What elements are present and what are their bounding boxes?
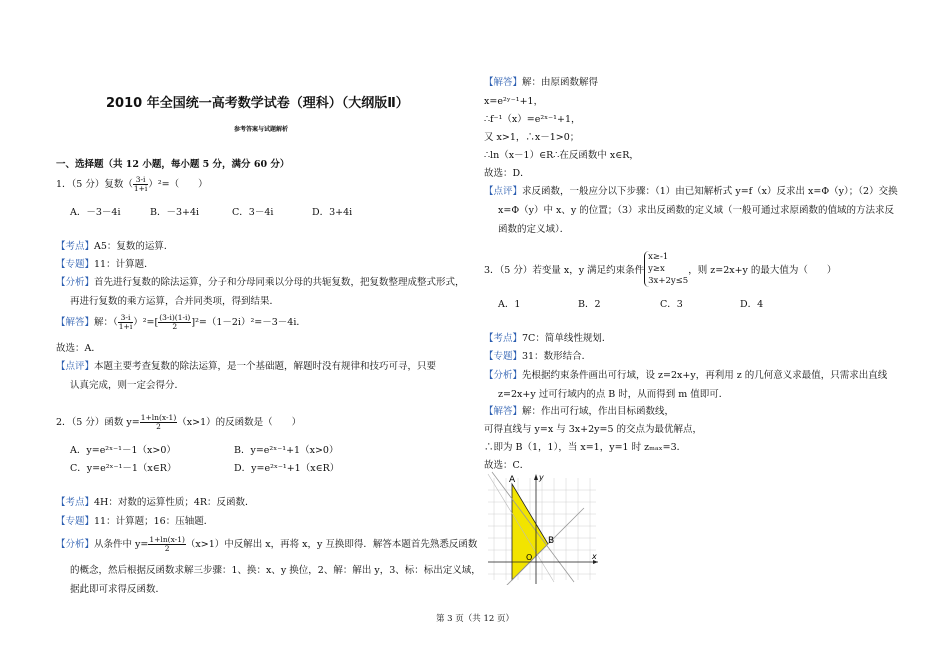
q1-dianping-line2: 认真完成，则一定会得分．: [70, 380, 185, 391]
q1-fraction: $\frac{3-i}{1+i}$: [133, 175, 148, 193]
q3-option-a: A．1: [498, 299, 521, 310]
label-y: y: [539, 473, 544, 482]
q3-fenxi-line2: z=2x+y 过可行域内的点 B 时，从而得到 m 值即可．: [498, 389, 729, 400]
q2-dianping-line2: x=Φ（y）中 x、y 的位置；（3）求出反函数的定义域（一般可通过求原函数的值域的方法求反: [498, 205, 895, 216]
q2-option-a: A．y=e²ˣ⁻¹－1（x>0）: [70, 445, 176, 456]
q3-jieda: 【解答】解：作出可行域，作出目标函数线，: [484, 406, 675, 417]
q3-zhuanti: 【专题】31：数形结合．: [484, 351, 592, 362]
doc-subtitle: 参考答案与试题解析: [234, 126, 289, 133]
q3-option-c: C．3: [660, 299, 683, 310]
q1-option-a: A．－3－4i: [70, 207, 121, 218]
q2-fenxi-line3: 据此即可求得反函数．: [70, 584, 166, 595]
q2-zhuanti: 【专题】11：计算题；16：压轴题．: [56, 516, 214, 527]
q2-jieda: 【解答】解：由原函数解得: [484, 77, 599, 88]
q3-fenxi: 【分析】先根据约束条件画出可行域，设 z=2x+y，再利用 z 的几何意义求最值，只需求出直线: [484, 370, 888, 381]
label-b: B: [548, 536, 555, 546]
doc-title: 2010 年全国统一高考数学试卷（理科）（大纲版Ⅱ）: [106, 96, 409, 111]
q1-fenxi-line2: 再进行复数的乘方运算，合并同类项，得到结果．: [70, 296, 280, 307]
q2-jieda-line5: ∴ln（x－1）∈R∴在反函数中 x∈R，: [484, 150, 639, 161]
label-x: x: [592, 552, 597, 561]
q3-option-b: B．2: [578, 299, 601, 310]
q1-option-d: D．3+4i: [312, 207, 353, 218]
q2-answer: 故选：D．: [484, 168, 530, 179]
q1-kaodian: 【考点】A5：复数的运算．: [56, 241, 174, 252]
q1-dianping: 【点评】本题主要考查复数的除法运算，是一个基础题，解题时没有规律和技巧可寻，只要: [56, 361, 437, 372]
q2-option-d: D．y=e²ˣ⁻¹+1（x∈R）: [234, 463, 340, 474]
line-3x-2y-5: [492, 472, 574, 582]
q2-fenxi: 【分析】从条件中 y= $\frac{1+\ln(x-1)}{2}$ （x>1）中反解出 x，再将 x，y 互换即得．解答本题首先熟悉反函数: [56, 535, 478, 553]
q2-jieda-line2: x=e²ʸ⁻¹+1，: [484, 96, 544, 107]
q3-stem: 3．（5 分）若变量 x，y 满足约束条件 x≥-1 y≥x 3x+2y≤5 ，则 z=2x+y 的最大值为（ ）: [484, 252, 837, 286]
label-o: O: [526, 553, 533, 562]
q1-stem: 1．（5 分）复数（ $\frac{3-i}{1+i}$ ）²=（ ）: [56, 175, 208, 193]
q2-option-b: B．y=e²ˣ⁻¹+1（x>0）: [234, 445, 339, 456]
q2-stem: 2．（5 分）函数 y= $\frac{1+\ln(x-1)}{2}$ （x>1）的反函数是（ ）: [56, 413, 302, 431]
q1-jieda: 【解答】解：（ $\frac{3-i}{1+i}$ ）²=[ $\frac{(3-i)(1-i)}{2}$ ]²=（1－2i）²=－3－4i．: [56, 313, 306, 331]
q1-zhuanti: 【专题】11：计算题．: [56, 259, 154, 270]
q3-answer: 故选：C．: [484, 460, 530, 471]
q2-option-c: C．y=e²ˣ⁻¹－1（x∈R）: [70, 463, 177, 474]
q2-jieda-line3: ∴f⁻¹（x）=e²ˣ⁻¹+1，: [484, 114, 581, 125]
q2-kaodian: 【考点】4H：对数的运算性质；4R：反函数．: [56, 497, 255, 508]
q2-dianping-line3: 函数的定义域）．: [498, 224, 570, 235]
q1-option-b: B．－3+4i: [150, 207, 200, 218]
q2-dianping: 【点评】求反函数，一般应分以下步骤：（1）由已知解析式 y=f（x）反求出 x=Φ（y）；（2）交换: [484, 186, 898, 197]
q3-constraint-system: x≥-1 y≥x 3x+2y≤5: [644, 251, 688, 287]
q2-fenxi-line2: 的概念，然后根据反函数求解三步骤：1、换：x、y 换位，2、解：解出 y，3、标：标出定义域，: [70, 565, 481, 576]
label-a: A: [509, 475, 516, 485]
q1-fenxi: 【分析】首先进行复数的除法运算，分子和分母同乘以分母的共轭复数，把复数整理成整式形式，: [56, 277, 465, 288]
q2-fraction: $\frac{1+\ln(x-1)}{2}$: [140, 413, 177, 431]
q3-jieda-line2: 可得直线与 y=x 与 3x+2y=5 的交点为最优解点，: [484, 424, 703, 435]
feasible-region-figure: [484, 470, 604, 585]
y-axis-arrow: [534, 474, 538, 480]
q3-kaodian: 【考点】7C：简单线性规划．: [484, 333, 612, 344]
q3-option-d: D．4: [740, 299, 764, 310]
q1-answer: 故选：A．: [56, 343, 101, 354]
section-heading: 一、选择题（共 12 小题，每小题 5 分，满分 60 分）: [56, 159, 290, 170]
q1-option-c: C．3－4i: [232, 207, 274, 218]
q3-jieda-line3: ∴即为 B（1，1），当 x=1，y=1 时 zₘₐₓ=3．: [484, 442, 687, 453]
figure-grid: [488, 478, 596, 580]
q2-jieda-line4: 又 x>1，∴x－1>0；: [484, 132, 580, 143]
page-footer: 第 3 页（共 12 页）: [435, 614, 515, 624]
